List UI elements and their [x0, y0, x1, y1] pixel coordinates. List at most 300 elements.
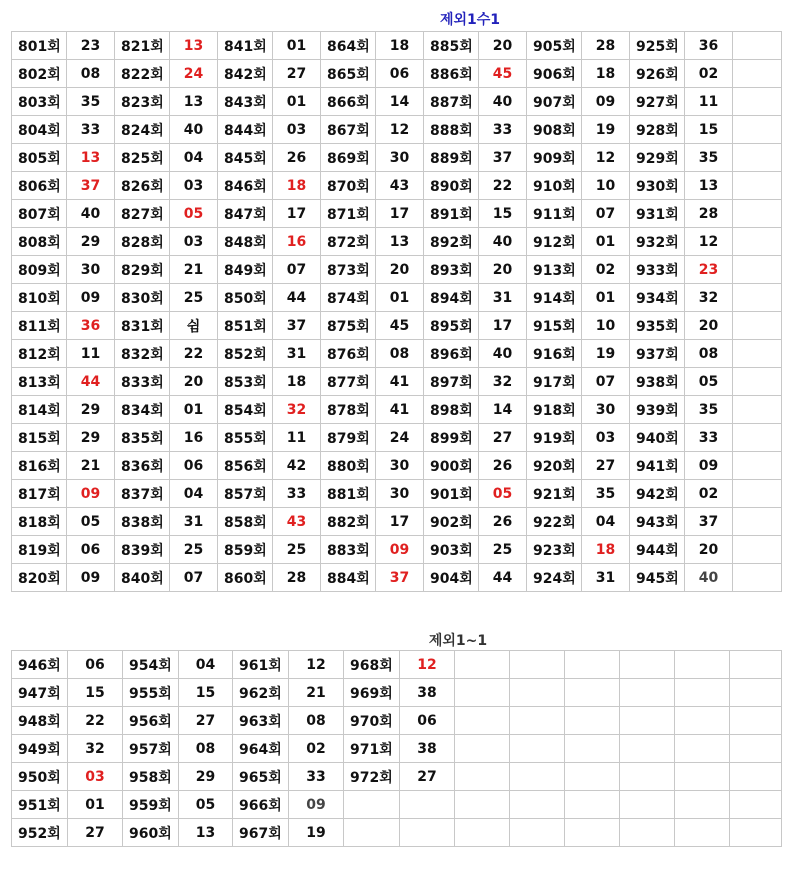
round-label: 910회: [527, 172, 582, 200]
excluded-number: 03: [170, 228, 218, 256]
round-label: 908회: [527, 116, 582, 144]
table-row: [12, 735, 782, 763]
round-label: 866회: [321, 88, 376, 116]
excluded-number: 06: [170, 452, 218, 480]
empty-cell: [344, 791, 400, 819]
excluded-number: 25: [170, 536, 218, 564]
table-row: [12, 88, 782, 116]
excluded-number: 06: [400, 707, 455, 735]
round-label: 917회: [527, 368, 582, 396]
excluded-number: 05: [170, 200, 218, 228]
excluded-number: 08: [685, 340, 733, 368]
round-label: 929회: [630, 144, 685, 172]
round-label: 924회: [527, 564, 582, 592]
excluded-number: 27: [179, 707, 233, 735]
excluded-number: 20: [376, 256, 424, 284]
excluded-number: 30: [376, 144, 424, 172]
excluded-number: 01: [273, 88, 321, 116]
round-label: 955회: [123, 679, 179, 707]
empty-cell: [730, 791, 782, 819]
table-row: [12, 508, 782, 536]
round-label: 901회: [424, 480, 479, 508]
round-label: 926회: [630, 60, 685, 88]
excluded-number: 43: [273, 508, 321, 536]
round-label: 824회: [115, 116, 170, 144]
excluded-number: 31: [479, 284, 527, 312]
round-label: 904회: [424, 564, 479, 592]
excluded-number: 12: [289, 651, 344, 679]
excluded-number: 32: [685, 284, 733, 312]
round-label: 804회: [12, 116, 67, 144]
round-label: 881회: [321, 480, 376, 508]
round-label: 971회: [344, 735, 400, 763]
round-label: 900회: [424, 452, 479, 480]
round-label: 906회: [527, 60, 582, 88]
round-label: 961회: [233, 651, 289, 679]
round-label: 911회: [527, 200, 582, 228]
excluded-number: 06: [376, 60, 424, 88]
excluded-number: 43: [376, 172, 424, 200]
excluded-number: 44: [67, 368, 115, 396]
excluded-number: 13: [376, 228, 424, 256]
empty-cell: [730, 819, 782, 847]
excluded-number: 33: [67, 116, 115, 144]
table-row: [12, 564, 782, 592]
round-label: 922회: [527, 508, 582, 536]
excluded-number: 17: [376, 200, 424, 228]
round-label: 870회: [321, 172, 376, 200]
round-label: 814회: [12, 396, 67, 424]
excluded-number: 30: [376, 480, 424, 508]
draw-table-1: [11, 31, 782, 592]
excluded-number: 26: [273, 144, 321, 172]
excluded-number: 27: [400, 763, 455, 791]
empty-cell: [620, 707, 675, 735]
excluded-number: 21: [289, 679, 344, 707]
empty-cell: [455, 707, 510, 735]
empty-cell: [620, 763, 675, 791]
round-label: 825회: [115, 144, 170, 172]
excluded-number: 13: [179, 819, 233, 847]
excluded-number: 31: [170, 508, 218, 536]
empty-cell: [455, 735, 510, 763]
excluded-number: 27: [479, 424, 527, 452]
excluded-number: 15: [179, 679, 233, 707]
empty-cell: [400, 819, 455, 847]
excluded-number: 27: [68, 819, 123, 847]
round-label: 920회: [527, 452, 582, 480]
excluded-number: 37: [273, 312, 321, 340]
round-label: 807회: [12, 200, 67, 228]
round-label: 944회: [630, 536, 685, 564]
round-label: 845회: [218, 144, 273, 172]
empty-cell: [565, 819, 620, 847]
round-label: 830회: [115, 284, 170, 312]
round-label: 841회: [218, 32, 273, 60]
table-row: [12, 396, 782, 424]
empty-cell: [565, 763, 620, 791]
excluded-number: 26: [479, 452, 527, 480]
round-label: 873회: [321, 256, 376, 284]
empty-cell: [510, 819, 565, 847]
round-label: 817회: [12, 480, 67, 508]
round-label: 948회: [12, 707, 68, 735]
round-label: 939회: [630, 396, 685, 424]
excluded-number: 25: [170, 284, 218, 312]
round-label: 949회: [12, 735, 68, 763]
round-label: 886회: [424, 60, 479, 88]
excluded-number: 01: [68, 791, 123, 819]
empty-cell: [733, 88, 782, 116]
round-label: 838회: [115, 508, 170, 536]
round-label: 969회: [344, 679, 400, 707]
round-label: 912회: [527, 228, 582, 256]
round-label: 818회: [12, 508, 67, 536]
excluded-number: 10: [582, 312, 630, 340]
round-label: 934회: [630, 284, 685, 312]
excluded-number: 14: [479, 396, 527, 424]
round-label: 829회: [115, 256, 170, 284]
empty-cell: [675, 791, 730, 819]
excluded-number: 35: [685, 144, 733, 172]
round-label: 877회: [321, 368, 376, 396]
empty-cell: [620, 791, 675, 819]
empty-cell: [565, 651, 620, 679]
round-label: 916회: [527, 340, 582, 368]
table-row: [12, 144, 782, 172]
excluded-number: 08: [289, 707, 344, 735]
excluded-number: 01: [376, 284, 424, 312]
excluded-number: 45: [479, 60, 527, 88]
excluded-number: 40: [67, 200, 115, 228]
table-row: [12, 60, 782, 88]
round-label: 888회: [424, 116, 479, 144]
excluded-number: 31: [273, 340, 321, 368]
excluded-number: 22: [479, 172, 527, 200]
empty-cell: [733, 312, 782, 340]
excluded-number: 03: [170, 172, 218, 200]
excluded-number: 40: [170, 116, 218, 144]
excluded-number: 08: [67, 60, 115, 88]
empty-cell: [730, 679, 782, 707]
excluded-number: 21: [170, 256, 218, 284]
round-label: 963회: [233, 707, 289, 735]
excluded-number: 40: [685, 564, 733, 592]
excluded-number: 13: [685, 172, 733, 200]
empty-cell: [675, 819, 730, 847]
round-label: 930회: [630, 172, 685, 200]
excluded-number: 16: [273, 228, 321, 256]
excluded-number: 08: [376, 340, 424, 368]
empty-cell: [620, 679, 675, 707]
empty-cell: [565, 707, 620, 735]
excluded-number: 09: [685, 452, 733, 480]
round-label: 952회: [12, 819, 68, 847]
excluded-number: 02: [685, 480, 733, 508]
empty-cell: [730, 651, 782, 679]
round-label: 956회: [123, 707, 179, 735]
empty-cell: [733, 536, 782, 564]
round-label: 864회: [321, 32, 376, 60]
empty-cell: [510, 791, 565, 819]
excluded-number: 12: [376, 116, 424, 144]
excluded-number: 04: [170, 144, 218, 172]
round-label: 909회: [527, 144, 582, 172]
round-label: 958회: [123, 763, 179, 791]
excluded-number: 09: [289, 791, 344, 819]
excluded-number: 37: [376, 564, 424, 592]
excluded-number: 02: [289, 735, 344, 763]
excluded-number: 26: [479, 508, 527, 536]
round-label: 842회: [218, 60, 273, 88]
excluded-number: 02: [582, 256, 630, 284]
empty-cell: [565, 791, 620, 819]
round-label: 827회: [115, 200, 170, 228]
round-label: 918회: [527, 396, 582, 424]
excluded-number: 27: [273, 60, 321, 88]
empty-cell: [733, 340, 782, 368]
excluded-number: 22: [170, 340, 218, 368]
excluded-number: 01: [170, 396, 218, 424]
round-label: 895회: [424, 312, 479, 340]
round-label: 802회: [12, 60, 67, 88]
empty-cell: [675, 679, 730, 707]
round-label: 957회: [123, 735, 179, 763]
empty-cell: [510, 707, 565, 735]
excluded-number: 쉼: [170, 312, 218, 340]
excluded-number: 14: [376, 88, 424, 116]
table-row: [12, 200, 782, 228]
excluded-number: 12: [400, 651, 455, 679]
section2-title: 제외1~1: [428, 633, 488, 649]
empty-cell: [733, 60, 782, 88]
round-label: 937회: [630, 340, 685, 368]
excluded-number: 35: [582, 480, 630, 508]
excluded-number: 06: [68, 651, 123, 679]
empty-cell: [733, 396, 782, 424]
excluded-number: 33: [685, 424, 733, 452]
empty-cell: [730, 763, 782, 791]
table-row: [12, 651, 782, 679]
excluded-number: 05: [479, 480, 527, 508]
round-label: 964회: [233, 735, 289, 763]
round-label: 966회: [233, 791, 289, 819]
round-label: 905회: [527, 32, 582, 60]
round-label: 837회: [115, 480, 170, 508]
round-label: 847회: [218, 200, 273, 228]
excluded-number: 36: [67, 312, 115, 340]
round-label: 815회: [12, 424, 67, 452]
round-label: 851회: [218, 312, 273, 340]
round-label: 954회: [123, 651, 179, 679]
round-label: 846회: [218, 172, 273, 200]
excluded-number: 07: [582, 368, 630, 396]
excluded-number: 42: [273, 452, 321, 480]
round-label: 899회: [424, 424, 479, 452]
excluded-number: 29: [67, 228, 115, 256]
round-label: 970회: [344, 707, 400, 735]
round-label: 902회: [424, 508, 479, 536]
round-label: 921회: [527, 480, 582, 508]
excluded-number: 19: [582, 116, 630, 144]
round-label: 950회: [12, 763, 68, 791]
round-label: 826회: [115, 172, 170, 200]
round-label: 972회: [344, 763, 400, 791]
excluded-number: 24: [170, 60, 218, 88]
table-row: [12, 536, 782, 564]
round-label: 840회: [115, 564, 170, 592]
excluded-number: 04: [170, 480, 218, 508]
table-row: [12, 763, 782, 791]
excluded-number: 35: [67, 88, 115, 116]
excluded-number: 06: [67, 536, 115, 564]
section1-title: 제외1수1: [439, 12, 501, 28]
table-row: [12, 284, 782, 312]
excluded-number: 27: [582, 452, 630, 480]
round-label: 809회: [12, 256, 67, 284]
round-label: 898회: [424, 396, 479, 424]
excluded-number: 17: [273, 200, 321, 228]
round-label: 835회: [115, 424, 170, 452]
round-label: 871회: [321, 200, 376, 228]
empty-cell: [455, 791, 510, 819]
empty-cell: [675, 735, 730, 763]
round-label: 892회: [424, 228, 479, 256]
excluded-number: 11: [67, 340, 115, 368]
round-label: 933회: [630, 256, 685, 284]
empty-cell: [620, 735, 675, 763]
round-label: 856회: [218, 452, 273, 480]
round-label: 885회: [424, 32, 479, 60]
excluded-number: 03: [68, 763, 123, 791]
round-label: 962회: [233, 679, 289, 707]
excluded-number: 22: [68, 707, 123, 735]
excluded-number: 09: [67, 284, 115, 312]
round-label: 928회: [630, 116, 685, 144]
round-label: 854회: [218, 396, 273, 424]
round-label: 935회: [630, 312, 685, 340]
empty-cell: [733, 284, 782, 312]
excluded-number: 07: [273, 256, 321, 284]
excluded-number: 03: [582, 424, 630, 452]
excluded-number: 44: [479, 564, 527, 592]
excluded-number: 30: [67, 256, 115, 284]
excluded-number: 11: [273, 424, 321, 452]
excluded-number: 20: [685, 312, 733, 340]
excluded-number: 24: [376, 424, 424, 452]
empty-cell: [733, 368, 782, 396]
table-row: [12, 312, 782, 340]
round-label: 857회: [218, 480, 273, 508]
excluded-number: 28: [273, 564, 321, 592]
excluded-number: 17: [376, 508, 424, 536]
round-label: 903회: [424, 536, 479, 564]
empty-cell: [510, 763, 565, 791]
excluded-number: 10: [582, 172, 630, 200]
round-label: 889회: [424, 144, 479, 172]
empty-cell: [733, 172, 782, 200]
excluded-number: 02: [685, 60, 733, 88]
round-label: 947회: [12, 679, 68, 707]
round-label: 811회: [12, 312, 67, 340]
table-row: [12, 116, 782, 144]
round-label: 865회: [321, 60, 376, 88]
empty-cell: [730, 735, 782, 763]
round-label: 806회: [12, 172, 67, 200]
excluded-number: 18: [273, 368, 321, 396]
empty-cell: [455, 651, 510, 679]
round-label: 890회: [424, 172, 479, 200]
excluded-number: 25: [273, 536, 321, 564]
round-label: 828회: [115, 228, 170, 256]
excluded-number: 32: [273, 396, 321, 424]
round-label: 855회: [218, 424, 273, 452]
round-label: 884회: [321, 564, 376, 592]
round-label: 858회: [218, 508, 273, 536]
round-label: 852회: [218, 340, 273, 368]
round-label: 875회: [321, 312, 376, 340]
round-label: 876회: [321, 340, 376, 368]
excluded-number: 40: [479, 88, 527, 116]
round-label: 945회: [630, 564, 685, 592]
table-row: [12, 424, 782, 452]
round-label: 893회: [424, 256, 479, 284]
round-label: 880회: [321, 452, 376, 480]
excluded-number: 31: [582, 564, 630, 592]
excluded-number: 29: [67, 396, 115, 424]
empty-cell: [400, 791, 455, 819]
excluded-number: 20: [685, 536, 733, 564]
excluded-number: 18: [582, 60, 630, 88]
round-label: 896회: [424, 340, 479, 368]
round-label: 819회: [12, 536, 67, 564]
excluded-number: 12: [685, 228, 733, 256]
excluded-number: 38: [400, 735, 455, 763]
empty-cell: [733, 452, 782, 480]
excluded-number: 08: [179, 735, 233, 763]
empty-cell: [565, 735, 620, 763]
excluded-number: 09: [67, 564, 115, 592]
excluded-number: 07: [170, 564, 218, 592]
empty-cell: [730, 707, 782, 735]
table-row: [12, 791, 782, 819]
excluded-number: 20: [479, 32, 527, 60]
empty-cell: [733, 32, 782, 60]
round-label: 821회: [115, 32, 170, 60]
empty-cell: [733, 256, 782, 284]
excluded-number: 04: [582, 508, 630, 536]
round-label: 844회: [218, 116, 273, 144]
empty-cell: [620, 819, 675, 847]
round-label: 869회: [321, 144, 376, 172]
excluded-number: 19: [289, 819, 344, 847]
table-row: [12, 172, 782, 200]
round-label: 872회: [321, 228, 376, 256]
excluded-number: 15: [68, 679, 123, 707]
empty-cell: [455, 763, 510, 791]
empty-cell: [733, 144, 782, 172]
table-row: [12, 707, 782, 735]
round-label: 932회: [630, 228, 685, 256]
empty-cell: [510, 679, 565, 707]
round-label: 850회: [218, 284, 273, 312]
table-row: [12, 452, 782, 480]
excluded-number: 15: [685, 116, 733, 144]
round-label: 931회: [630, 200, 685, 228]
excluded-number: 41: [376, 396, 424, 424]
excluded-number: 20: [170, 368, 218, 396]
excluded-number: 33: [289, 763, 344, 791]
